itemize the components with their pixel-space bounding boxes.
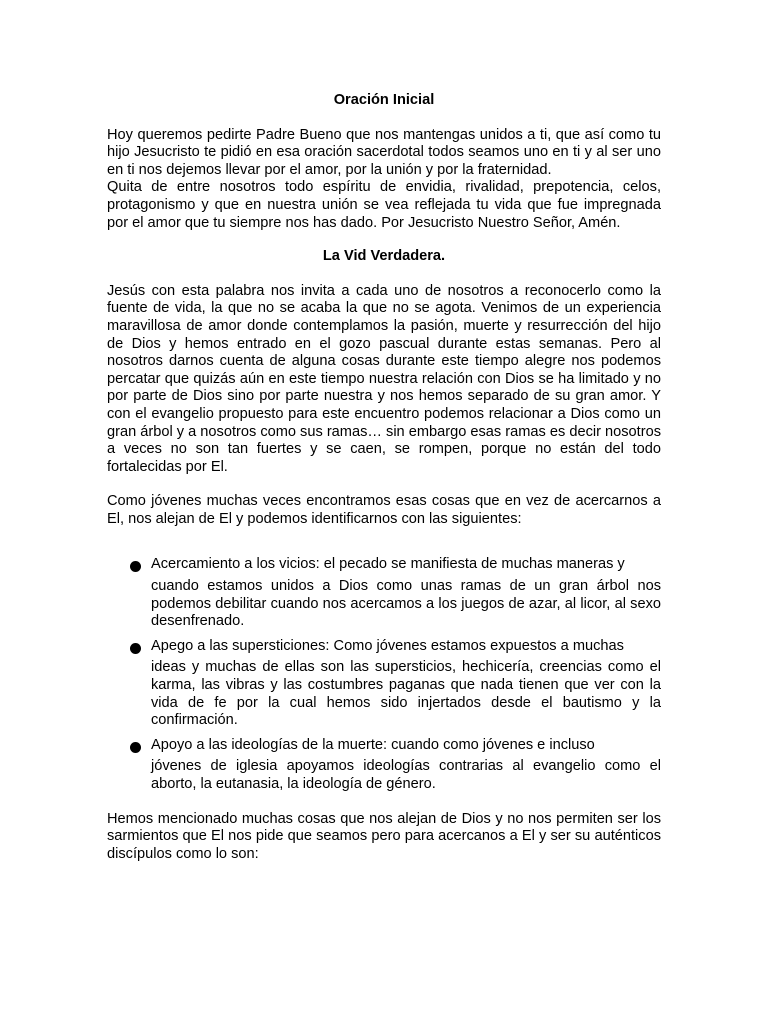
bullet-item — [107, 638, 661, 730]
bullet-rest: ideas y muchas de ellas son las supersticios, hechicería, creencias como el karma, las vibras y las costumbres paganas que nada tienen que ver con la vida de fe por la cual hemos sido injertados desde el bautismo y la confirmación. — [151, 659, 661, 729]
bullet-item — [107, 737, 661, 794]
prayer-paragraph-1: Hoy queremos pedirte Padre Bueno que nos mantengas unidos a ti, que así como tu hijo Jesucristo te pidió en esa oración sacerdotal todos seamos uno en ti y al ser uno en ti nos dejemos llevar por el amor, por la unión y por la fraternidad. — [107, 126, 661, 178]
bullet-dot-icon — [130, 742, 141, 753]
bullet-item — [107, 556, 661, 630]
body-paragraph-1: Jesús con esta palabra nos invita a cada uno de nosotros a reconocerlo como la fuente de vida, la que no se acaba la que no se agota. Venimos de un experiencia maravillosa de amor donde contemplamos la pasión, muerte y resurrección del hijo de Dios y hemos entrado en el gozo pascual durante estas semanas. Pero al nosotros darnos cuenta de alguna cosas durante este tiempo alegre nos podemos percatar que quizás aún en este tiempo nuestra relación con Dios se ha limitado y no por parte de Dios sino por parte nuestra y nos hemos separado de su gran amor. Y con el evangelio propuesto para este encuentro podemos relacionar a Dios como un gran árbol y a nosotros como sus ramas… sin embargo esas ramas es decir nosotros a veces no son tan fuertes y se caen, se rompen, porque no están del todo fortalecidas por El. — [107, 282, 661, 475]
body-paragraph-3: Hemos mencionado muchas cosas que nos alejan de Dios y no nos permiten ser los sarmientos que El nos pide que seamos pero para acercanos a El y ser su auténticos discípulos como lo son: — [107, 810, 661, 862]
bullet-dot-icon — [130, 643, 141, 654]
section-title-oracion-inicial: Oración Inicial — [333, 92, 435, 108]
bullet-first-line: Apego a las supersticiones: Como jóvenes estamos expuestos a muchas — [151, 637, 624, 654]
bullet-dot-icon — [130, 561, 141, 572]
document-body — [107, 92, 661, 863]
prayer-paragraph-2: Quita de entre nosotros todo espíritu de envidia, rivalidad, prepotencia, celos, protagonismo y que en nuestra unión se vea reflejada tu vida que fue impregnada por el amor que tu siempre nos has dado. Por Jesucristo Nuestro Señor, Amén. — [107, 179, 661, 231]
bullet-rest: cuando estamos unidos a Dios como unas ramas de un gran árbol nos podemos debilitar cuando nos acercamos a los juegos de azar, al licor, al sexo desenfrenado. — [151, 578, 661, 630]
bullet-rest: jóvenes de iglesia apoyamos ideologías contrarias al evangelio como el aborto, la eutanasia, la ideología de género. — [151, 758, 661, 792]
body-paragraph-2: Como jóvenes muchas veces encontramos esas cosas que en vez de acercarnos a El, nos alejan de El y podemos identificarnos con las siguientes: — [107, 493, 661, 527]
bullet-first-line: Acercamiento a los vicios: el pecado se manifiesta de muchas maneras y — [151, 556, 625, 573]
bullet-first-line: Apoyo a las ideologías de la muerte: cuando como jóvenes e incluso — [151, 736, 595, 753]
section-title-vid-verdadera: La Vid Verdadera. — [322, 248, 446, 265]
bullet-list — [107, 556, 661, 793]
